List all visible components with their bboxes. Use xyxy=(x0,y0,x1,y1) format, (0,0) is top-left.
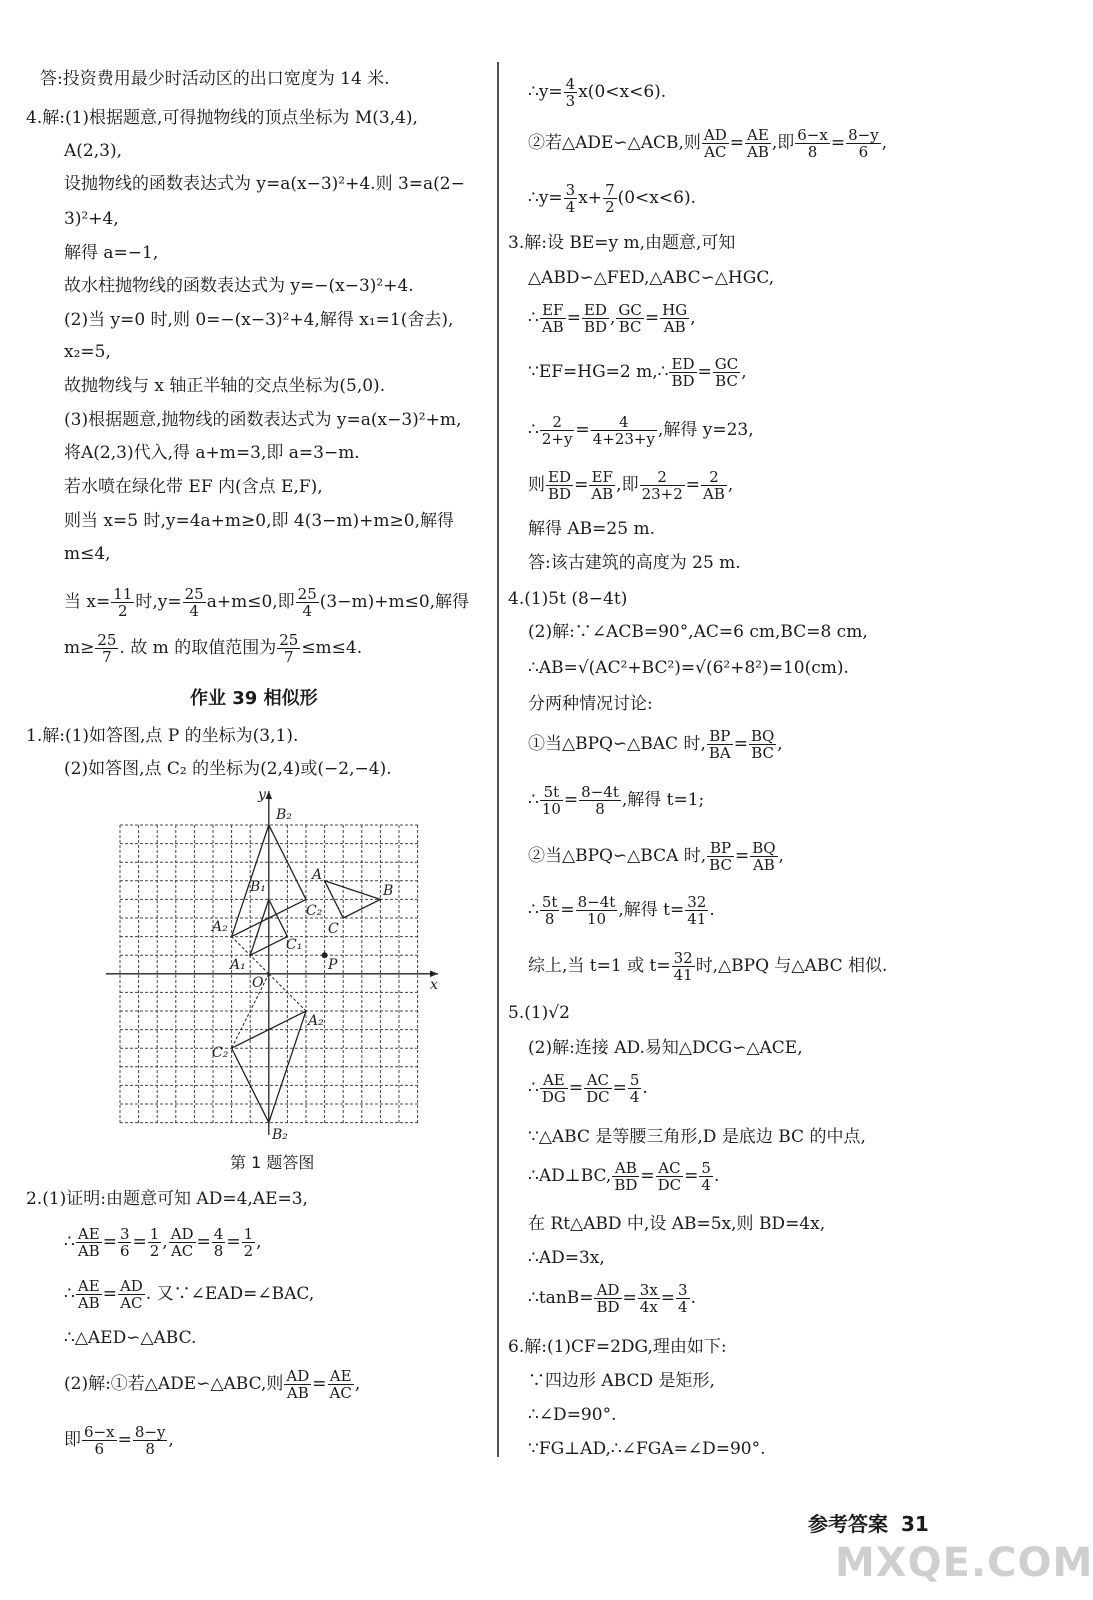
text-line: (3)根据题意,抛物线的函数表达式为 y=a(x−3)²+m, xyxy=(64,410,462,430)
text-line: 3.解:设 BE=y m,由题意,可知 xyxy=(508,233,736,253)
text-line: (2)解:连接 AD.易知△DCG∽△ACE, xyxy=(528,1038,803,1058)
svg-text:A₂: A₂ xyxy=(308,1013,324,1029)
formula-line: ∴ $\frac{AE}{DG}$ = $\frac{AC}{DC}$ = $\frac{5}{4}$ . xyxy=(528,1071,648,1106)
svg-text:x: x xyxy=(430,977,438,993)
text-line: (2)当 y=0 时,则 0=−(x−3)²+4,解得 x₁=1(舍去), xyxy=(64,310,454,330)
text-line: ∵四边形 ABCD 是矩形, xyxy=(528,1371,715,1391)
formula-line: ∴y= $\frac{4}{3}$ x(0<x<6). xyxy=(528,75,667,110)
formula-line: (2)解:①若△ADE∽△ABC,则 $\frac{AD}{AB}$ = $\frac{AE}{AC}$ , xyxy=(64,1367,361,1402)
text-line: m≤4, xyxy=(64,544,111,564)
text-line: x₂=5, xyxy=(64,342,111,362)
svg-text:C₁: C₁ xyxy=(286,937,303,953)
text-line: ∴∠D=90°. xyxy=(528,1405,617,1425)
svg-text:O: O xyxy=(252,975,264,991)
text-line: 则当 x=5 时,y=4a+m≥0,即 4(3−m)+m≥0,解得 xyxy=(64,511,454,531)
formula-line: 综上,当 t=1 或 t= $\frac{32}{41}$ 时,△BPQ 与△ABC 相似. xyxy=(528,949,888,984)
text-line: 若水喷在绿化带 EF 内(含点 E,F), xyxy=(64,477,323,497)
formula-line: ∴ $\frac{5t}{8}$ = $\frac{8-4t}{10}$ ,解得 t= $\frac{32}{41}$ . xyxy=(528,893,715,928)
formula-line: ∴ $\frac{EF}{AB}$ = $\frac{ED}{BD}$ , $\frac{GC}{BC}$ = $\frac{HG}{AB}$ , xyxy=(528,301,696,336)
svg-text:B: B xyxy=(383,883,394,899)
text-line: 答:投资费用最少时活动区的出口宽度为 14 米. xyxy=(40,69,390,89)
footer-label: 参考答案 xyxy=(808,1512,888,1536)
svg-text:B₂: B₂ xyxy=(272,1127,288,1143)
text-line: (2)解:∵∠ACB=90°,AC=6 cm,BC=8 cm, xyxy=(528,622,868,642)
text-line: 4.解:(1)根据题意,可得抛物线的顶点坐标为 M(3,4), xyxy=(26,108,418,128)
svg-text:C₂: C₂ xyxy=(212,1045,229,1061)
svg-text:A: A xyxy=(312,867,323,883)
page-number: 31 xyxy=(900,1512,929,1536)
text-line: 3)²+4, xyxy=(64,209,119,229)
text-line: ∵FG⊥AD,∴∠FGA=∠D=90°. xyxy=(528,1439,766,1459)
figure-labels xyxy=(210,787,438,1143)
formula-line: ∴tanB= $\frac{AD}{BD}$ = $\frac{3x}{4x}$ = $\frac{3}{4}$ . xyxy=(528,1281,696,1316)
formula-line: ②若△ADE∽△ACB,则 $\frac{AD}{AC}$ = $\frac{AE}{AB}$ ,即 $\frac{6-x}{8}$ = $\frac{8-y}{6}$ , xyxy=(528,126,888,161)
coordinate-figure xyxy=(100,785,440,1145)
svg-text:y: y xyxy=(258,787,266,803)
point-p xyxy=(322,952,328,958)
text-line: 1.解:(1)如答图,点 P 的坐标为(3,1). xyxy=(26,726,299,746)
svg-text:C: C xyxy=(328,921,339,937)
formula-line: ①当△BPQ∽△BAC 时, $\frac{BP}{BA}$ = $\frac{BQ}{BC}$ , xyxy=(528,727,783,762)
text-line: 在 Rt△ABD 中,设 AB=5x,则 BD=4x, xyxy=(528,1214,826,1234)
column-divider xyxy=(497,62,499,1457)
formula-line: ∴AD⊥BC, $\frac{AB}{BD}$ = $\frac{AC}{DC}$ = $\frac{5}{4}$ . xyxy=(528,1159,720,1194)
svg-text:B₂: B₂ xyxy=(276,807,292,823)
formula-line: ∴ $\frac{2}{2+y}$ = $\frac{4}{4+23+y}$ ,解得 y=23, xyxy=(528,413,754,448)
text-line: 设抛物线的函数表达式为 y=a(x−3)²+4.则 3=a(2− xyxy=(64,174,465,194)
text-line: 解得 AB=25 m. xyxy=(528,519,655,539)
y-axis-arrow xyxy=(266,791,273,799)
text-line: (2)如答图,点 C₂ 的坐标为(2,4)或(−2,−4). xyxy=(64,759,392,779)
text-line: 答:该古建筑的高度为 25 m. xyxy=(528,553,741,573)
page-footer xyxy=(808,1508,929,1537)
section-title: 作业 39 相似形 xyxy=(190,688,318,709)
formula-line: 当 x= $\frac{11}{2}$ 时,y= $\frac{25}{4}$ a+m≤0,即 $\frac{25}{4}$ (3−m)+m≤0,解得 xyxy=(64,585,470,620)
text-line: 将A(2,3)代入,得 a+m=3,即 a=3−m. xyxy=(64,443,360,463)
formula-line: ②当△BPQ∽△BCA 时, $\frac{BP}{BC}$ = $\frac{BQ}{AB}$ , xyxy=(528,839,784,874)
text-line: 故抛物线与 x 轴正半轴的交点坐标为(5,0). xyxy=(64,376,386,396)
text-line: 5.(1)√2 xyxy=(508,1003,570,1023)
formula-line: ∴ $\frac{AE}{AB}$ = $\frac{AD}{AC}$ . 又∵∠EAD=∠BAC, xyxy=(64,1277,315,1312)
watermark: MXQE.COM xyxy=(835,1540,1093,1586)
formula-line: 即 $\frac{6-x}{6}$ = $\frac{8-y}{8}$ , xyxy=(64,1423,174,1458)
formula-line: ∴ $\frac{5t}{10}$ = $\frac{8-4t}{8}$ ,解得 t=1; xyxy=(528,783,705,818)
formula-line: ∴y= $\frac{3}{4}$ x+ $\frac{7}{2}$ (0<x<6). xyxy=(528,181,696,216)
formula-line: 则 $\frac{ED}{BD}$ = $\frac{EF}{AB}$ ,即 $\frac{2}{23+2}$ = $\frac{2}{AB}$ , xyxy=(528,468,734,503)
text-line: 分两种情况讨论: xyxy=(528,694,653,714)
svg-text:P: P xyxy=(328,957,338,973)
text-line: 2.(1)证明:由题意可知 AD=4,AE=3, xyxy=(26,1189,308,1209)
formula-line: m≥ $\frac{25}{7}$ . 故 m 的取值范围为 $\frac{25}{7}$ ≤m≤4. xyxy=(64,631,363,666)
text-line: 解得 a=−1, xyxy=(64,243,159,263)
text-line: △ABD∽△FED,△ABC∽△HGC, xyxy=(528,268,775,288)
text-line: 故水柱抛物线的函数表达式为 y=−(x−3)²+4. xyxy=(64,276,414,296)
text-line: ∵△ABC 是等腰三角形,D 是底边 BC 的中点, xyxy=(528,1127,866,1147)
figure-caption: 第 1 题答图 xyxy=(230,1153,315,1172)
text-line: ∴AD=3x, xyxy=(528,1248,605,1268)
formula-line: ∵EF=HG=2 m,∴ $\frac{ED}{BD}$ = $\frac{GC}{BC}$ , xyxy=(528,355,747,390)
text-line: ∴△AED∽△ABC. xyxy=(64,1328,197,1348)
svg-text:A₂: A₂ xyxy=(212,919,228,935)
text-line: 6.解:(1)CF=2DG,理由如下: xyxy=(508,1337,727,1357)
svg-text:A₁: A₁ xyxy=(230,957,246,973)
formula-line: ∴ $\frac{AE}{AB}$ = $\frac{3}{6}$ = $\frac{1}{2}$ , $\frac{AD}{AC}$ = $\frac{4}{8}$ = $\frac{1}{2}$ , xyxy=(64,1225,262,1260)
svg-text:C₂: C₂ xyxy=(306,903,323,919)
svg-text:B₁: B₁ xyxy=(250,879,266,895)
text-line: 4.(1)5t (8−4t) xyxy=(508,589,628,609)
text-line: ∴AB=√(AC²+BC²)=√(6²+8²)=10(cm). xyxy=(528,658,849,678)
text-line: A(2,3), xyxy=(64,141,122,161)
